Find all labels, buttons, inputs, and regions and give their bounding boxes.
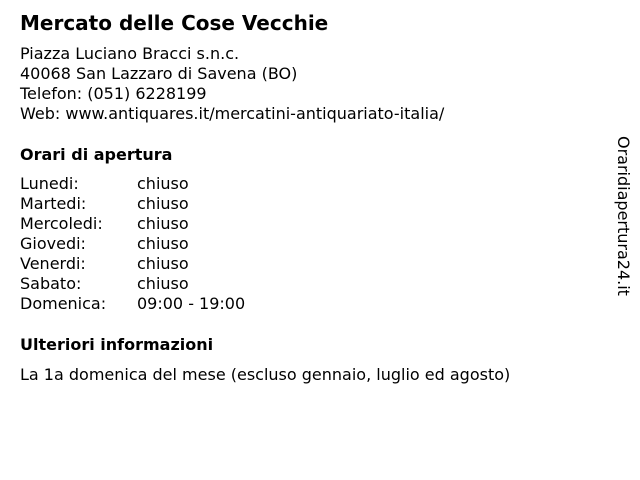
address-street: Piazza Luciano Bracci s.n.c.: [20, 44, 240, 63]
opening-hours-heading: Orari di apertura: [20, 145, 173, 164]
hours-day: Sabato:: [20, 274, 82, 293]
hours-time: chiuso: [137, 214, 189, 233]
hours-day: Giovedi:: [20, 234, 86, 253]
additional-info-heading: Ulteriori informazioni: [20, 335, 214, 354]
hours-time: chiuso: [137, 174, 189, 193]
hours-day: Lunedi:: [20, 174, 79, 193]
hours-day: Mercoledi:: [20, 214, 103, 233]
hours-time: chiuso: [137, 194, 189, 213]
hours-time: 09:00 - 19:00: [137, 294, 246, 313]
address-city: 40068 San Lazzaro di Savena (BO): [20, 64, 298, 83]
brand-text: Oraridiapertura24.it: [614, 136, 633, 296]
hours-day: Domenica:: [20, 294, 107, 313]
website: Web: www.antiquares.it/mercatini-antiquariato-italia/: [20, 104, 445, 123]
hours-day: Venerdi:: [20, 254, 86, 273]
brand-watermark: [612, 136, 636, 312]
phone-number: Telefon: (051) 6228199: [20, 84, 207, 103]
hours-time: chiuso: [137, 254, 189, 273]
store-name: Mercato delle Cose Vecchie: [20, 11, 329, 35]
hours-day: Martedi:: [20, 194, 87, 213]
hours-time: chiuso: [137, 234, 189, 253]
additional-info-text: La 1a domenica del mese (escluso gennaio, luglio ed agosto): [20, 365, 511, 384]
hours-time: chiuso: [137, 274, 189, 293]
store-address-block: [20, 44, 444, 124]
